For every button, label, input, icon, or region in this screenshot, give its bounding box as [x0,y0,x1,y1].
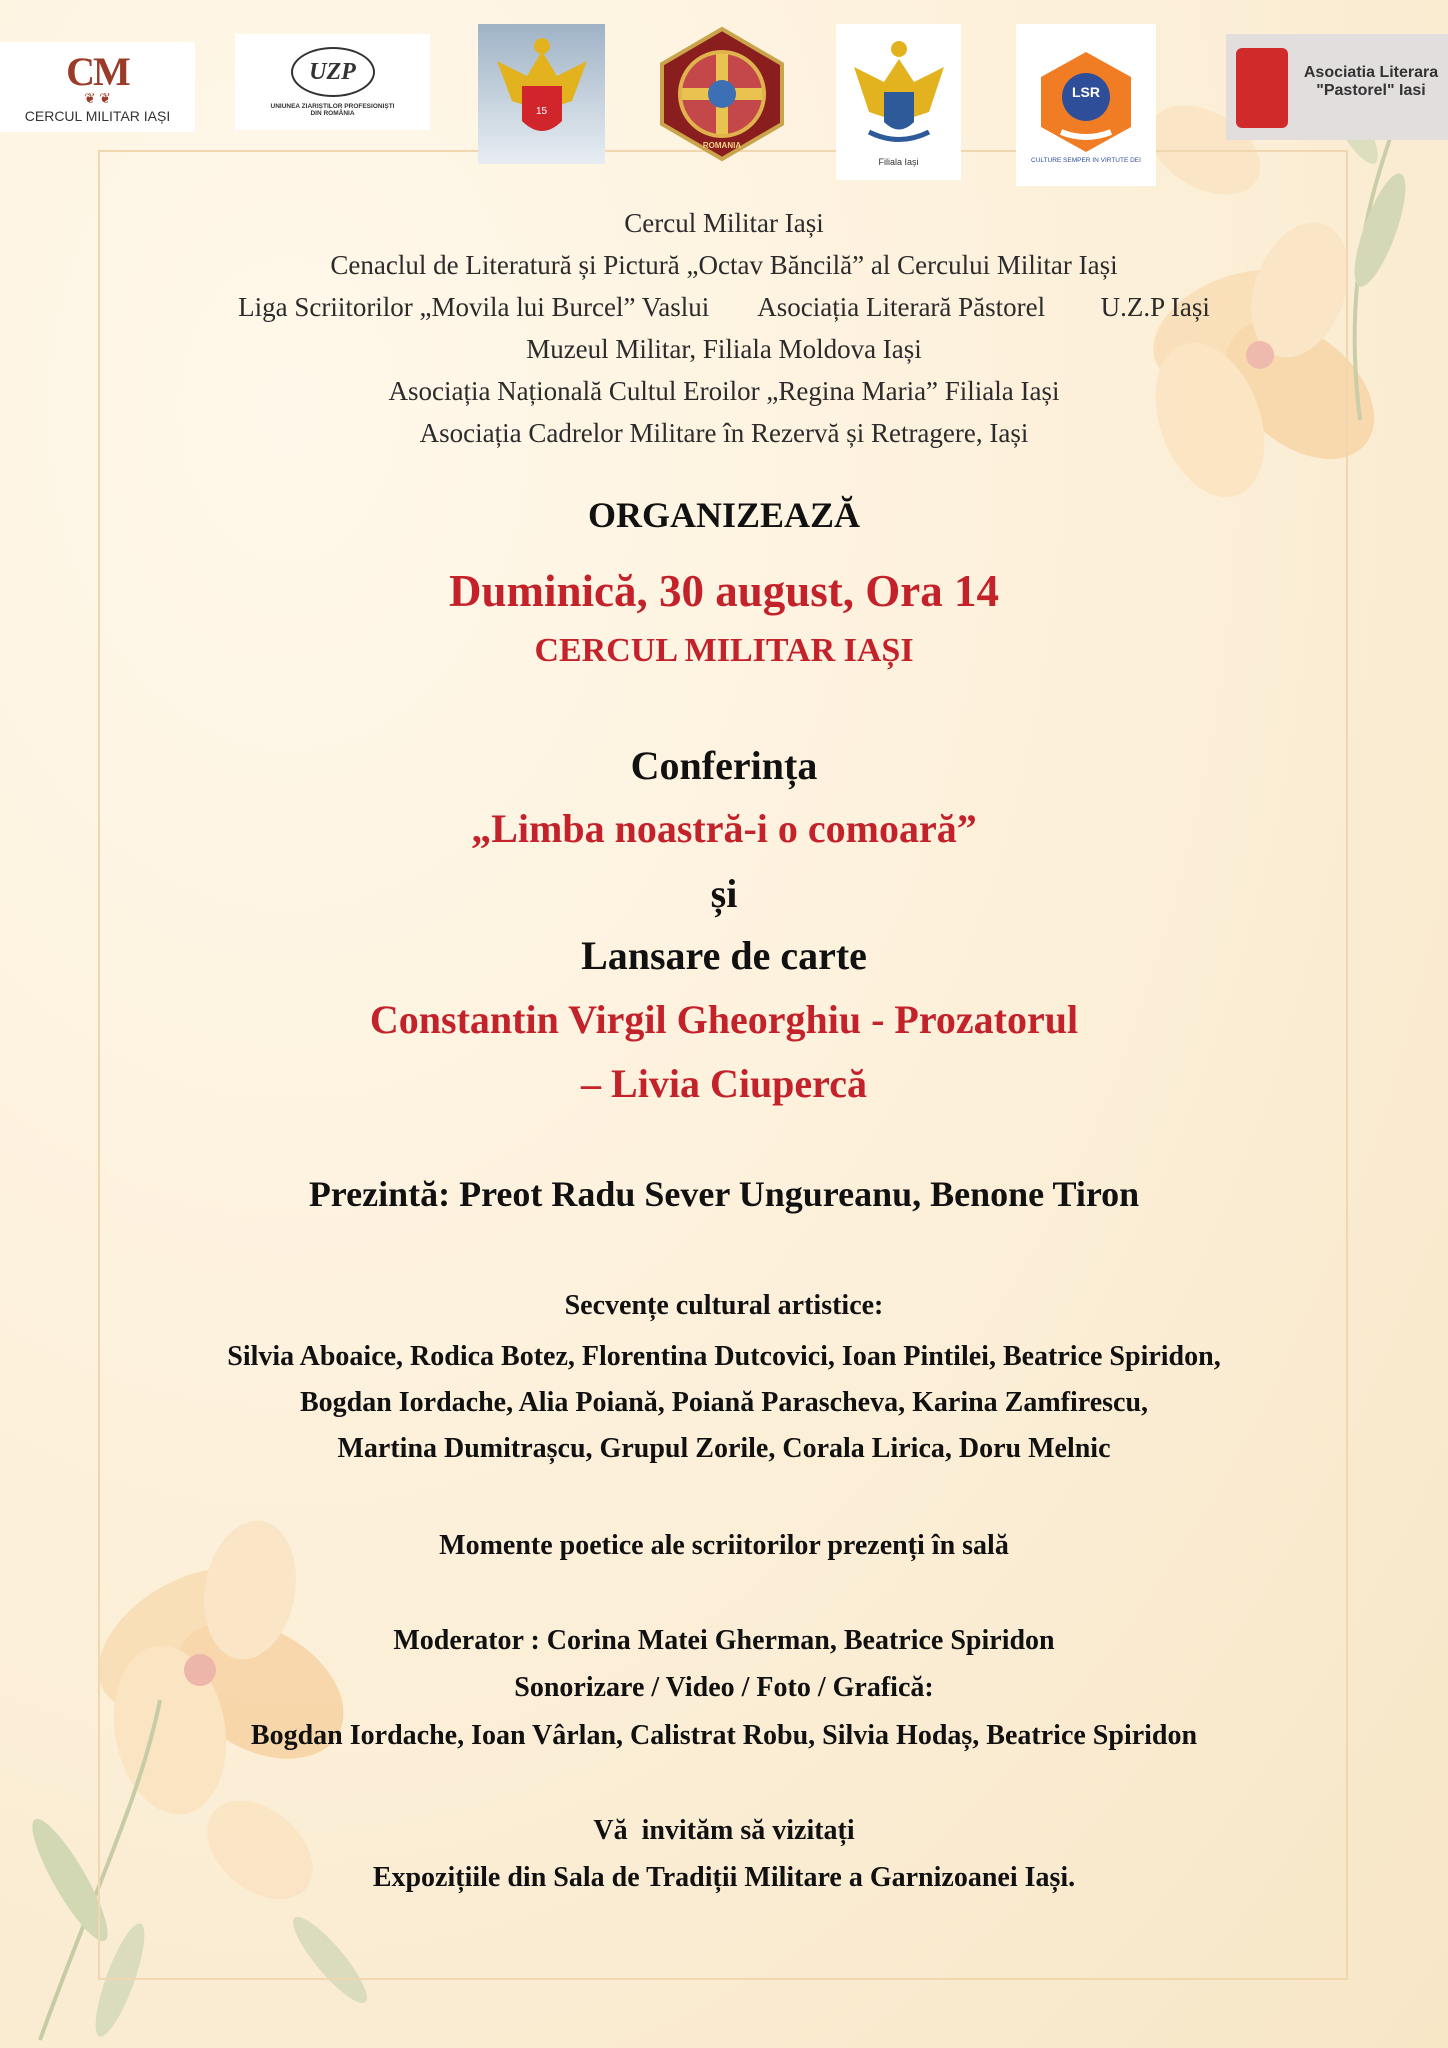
poetic-moments: Momente poetice ale scriitorilor prezenți în sală [439,1530,1009,1561]
uzp-abbr: UZP [309,58,356,85]
av-names: Bogdan Iordache, Ioan Vârlan, Calistrat Robu, Silvia Hodaș, Beatrice Spiridon [250,1720,1198,1751]
pastorel-book-icon [1236,48,1288,128]
sequences-line: Martina Dumitrașcu, Grupul Zorile, Corala Lirica, Doru Melnic [337,1433,1111,1464]
organizer-line: Cercul Militar Iași [624,208,824,238]
pastorel-name: Asociatia Literara "Pastorel" Iasi [1303,64,1439,99]
invite-line-1: Vă invităm să vizitați [593,1815,855,1846]
logo-pastorel [1226,34,1448,140]
organizer-item: U.Z.P Iași [1100,292,1210,322]
sequences-list [0,1334,1448,1472]
eagle-shield-icon [487,31,597,157]
event-date: Duminică, 30 august, Ora 14 [448,566,1000,616]
logo-regina-badge [478,24,605,164]
cercul-initials: CM [66,49,129,94]
logo-cultul-eroilor [652,24,792,164]
muzeul-eagle-icon [849,37,949,157]
organizer-line-multi [0,286,1448,328]
cultul-eroilor-ring-text: ROMANIA [702,141,742,150]
muzeul-caption: Filiala Iași [878,157,919,167]
organizer-item: Asociația Literară Păstorel [757,292,1046,322]
sequences-line: Silvia Aboaice, Rodica Botez, Florentina Dutcovici, Ioan Pintilei, Beatrice Spiridon, [227,1341,1221,1372]
conference-title: „Limba noastră-i o comoară” [471,806,977,851]
presenters: Prezintă: Preot Radu Sever Ungureanu, Benone Tiron [308,1174,1140,1214]
moderator: Moderator : Corina Matei Gherman, Beatrice Spiridon [393,1625,1055,1656]
uzp-name: UNIUNEA ZIARIȘTILOR PROFESIONIȘTI DIN ROMÂNIA [270,103,395,117]
conference-label: Conferința [630,743,818,788]
logo-muzeul-militar [836,24,961,180]
organizer-line: Asociația Națională Cultul Eroilor „Regina Maria” Filiala Iași [388,376,1060,406]
book-title: Constantin Virgil Gheorghiu - Prozatorul [369,997,1079,1042]
lsr-hexagon-icon [1031,47,1141,157]
conjunction-si: și [710,871,738,916]
regina-badge-number: 15 [535,106,548,117]
organizer-line: Cenaclul de Literatură și Pictură „Octav Băncilă” al Cercului Militar Iași [330,250,1118,280]
organizer-item: Liga Scriitorilor „Movila lui Burcel” Vaslui [238,292,710,322]
organizeaza-heading: ORGANIZEAZĂ [587,495,861,535]
logo-row [0,0,1448,200]
av-label: Sonorizare / Video / Foto / Grafică: [514,1672,934,1703]
logo-cercul-militar [0,42,195,132]
uzp-emblem-icon [291,47,375,97]
book-author: – Livia Ciupercă [581,1061,867,1106]
lsr-motto: CULTURE SEMPER IN VIRTUTE DEI [1031,156,1141,164]
launch-label: Lansare de carte [581,933,867,978]
organizers-block [0,202,1448,454]
sequences-label: Secvențe cultural artistice: [564,1290,884,1321]
logo-uzp [235,34,430,130]
event-venue: CERCUL MILITAR IAȘI [534,632,914,669]
organizer-line: Muzeul Militar, Filiala Moldova Iași [526,334,922,364]
logo-lsr [1016,24,1156,186]
lsr-abbr: LSR [1072,84,1100,100]
organizer-line: Asociația Cadrelor Militare în Rezervă și Retragere, Iași [419,418,1029,448]
cercul-name: CERCUL MILITAR IAȘI [24,108,171,124]
laurel-icon: ❦ ❦ [84,92,111,107]
invite-line-2: Expozițiile din Sala de Tradiții Militare a Garnizoanei Iași. [372,1862,1076,1893]
sequences-line: Bogdan Iordache, Alia Poiană, Poiană Parascheva, Karina Zamfirescu, [299,1387,1149,1418]
